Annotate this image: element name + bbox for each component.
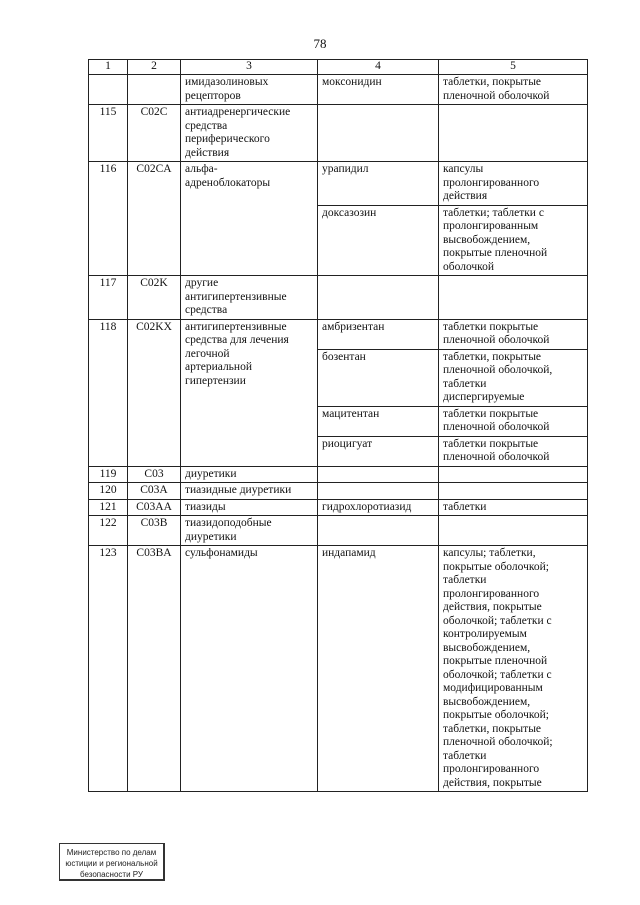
dosage-form <box>439 105 588 162</box>
row-number: 123 <box>89 546 128 792</box>
row-number: 118 <box>89 319 128 466</box>
row-number: 119 <box>89 466 128 483</box>
drug-name: индапамид <box>318 546 439 792</box>
anatomical-group: сульфонамиды <box>181 546 318 792</box>
atc-code: C03 <box>128 466 181 483</box>
column-header: 5 <box>439 60 588 75</box>
anatomical-group: тиазидоподобные диуретики <box>181 516 318 546</box>
row-number: 121 <box>89 499 128 516</box>
column-header: 3 <box>181 60 318 75</box>
ministry-stamp: Министерство по делам юстиции и региональной безопасности РУ <box>59 843 165 881</box>
row-number: 117 <box>89 276 128 320</box>
column-header: 2 <box>128 60 181 75</box>
row-number <box>89 75 128 105</box>
drug-name: амбризентан <box>318 319 439 349</box>
table-row <box>89 516 588 546</box>
drug-name: доксазозин <box>318 205 439 276</box>
atc-code: C03AA <box>128 499 181 516</box>
atc-code: C02K <box>128 276 181 320</box>
atc-code: C03B <box>128 516 181 546</box>
table-row <box>89 499 588 516</box>
table-row <box>89 319 588 349</box>
drug-name <box>318 516 439 546</box>
atc-code <box>128 75 181 105</box>
atc-code: C03A <box>128 483 181 500</box>
anatomical-group: имидазолиновых рецепторов <box>181 75 318 105</box>
dosage-form: таблетки, покрытые пленочной оболочкой, таблетки диспергируемые <box>439 349 588 406</box>
anatomical-group: альфа- адреноблокаторы <box>181 162 318 276</box>
drug-name: урапидил <box>318 162 439 206</box>
dosage-form <box>439 466 588 483</box>
column-header: 1 <box>89 60 128 75</box>
dosage-form <box>439 483 588 500</box>
dosage-form: таблетки покрытые пленочной оболочкой <box>439 319 588 349</box>
drug-name: бозентан <box>318 349 439 406</box>
drug-name <box>318 466 439 483</box>
table-row <box>89 276 588 320</box>
drug-name <box>318 276 439 320</box>
dosage-form: таблетки, покрытые пленочной оболочкой <box>439 75 588 105</box>
atc-code: C02KX <box>128 319 181 466</box>
drug-name: риоцигуат <box>318 436 439 466</box>
header-row <box>89 60 588 75</box>
anatomical-group: антигипертензивные средства для лечения легочной артериальной гипертензии <box>181 319 318 466</box>
drug-classification-table <box>88 59 588 792</box>
anatomical-group: антиадренергические средства периферического действия <box>181 105 318 162</box>
table-row <box>89 75 588 105</box>
drug-name <box>318 483 439 500</box>
dosage-form: таблетки покрытые пленочной оболочкой <box>439 436 588 466</box>
page-number: 78 <box>313 36 327 51</box>
dosage-form: таблетки покрытые пленочной оболочкой <box>439 406 588 436</box>
dosage-form: таблетки; таблетки с пролонгированным высвобождением, покрытые пленочной оболочкой <box>439 205 588 276</box>
dosage-form <box>439 276 588 320</box>
anatomical-group: диуретики <box>181 466 318 483</box>
drug-name <box>318 105 439 162</box>
anatomical-group: тиазиды <box>181 499 318 516</box>
drug-name: гидрохлоротиазид <box>318 499 439 516</box>
drug-name: мацитентан <box>318 406 439 436</box>
row-number: 116 <box>89 162 128 276</box>
table-row <box>89 546 588 792</box>
atc-code: C03BA <box>128 546 181 792</box>
dosage-form <box>439 516 588 546</box>
table-row <box>89 466 588 483</box>
anatomical-group: тиазидные диуретики <box>181 483 318 500</box>
dosage-form: капсулы пролонгированного действия <box>439 162 588 206</box>
table-row <box>89 483 588 500</box>
drug-name: моксонидин <box>318 75 439 105</box>
dosage-form: таблетки <box>439 499 588 516</box>
atc-code: C02C <box>128 105 181 162</box>
row-number: 122 <box>89 516 128 546</box>
row-number: 120 <box>89 483 128 500</box>
dosage-form: капсулы; таблетки, покрытые оболочкой; таблетки пролонгированного действия, покрытые оболочкой; таблетки с контролируемым высвобождением, покрытые пленочной оболочкой; таблетки с модифицированным высвобождением, покрытые оболочкой; таблетки, покрытые пленочной оболочкой; таблетки пролонгированного действия, покрытые <box>439 546 588 792</box>
column-header: 4 <box>318 60 439 75</box>
row-number: 115 <box>89 105 128 162</box>
table-row <box>89 105 588 162</box>
atc-code: C02CA <box>128 162 181 276</box>
anatomical-group: другие антигипертензивные средства <box>181 276 318 320</box>
table-row <box>89 162 588 206</box>
